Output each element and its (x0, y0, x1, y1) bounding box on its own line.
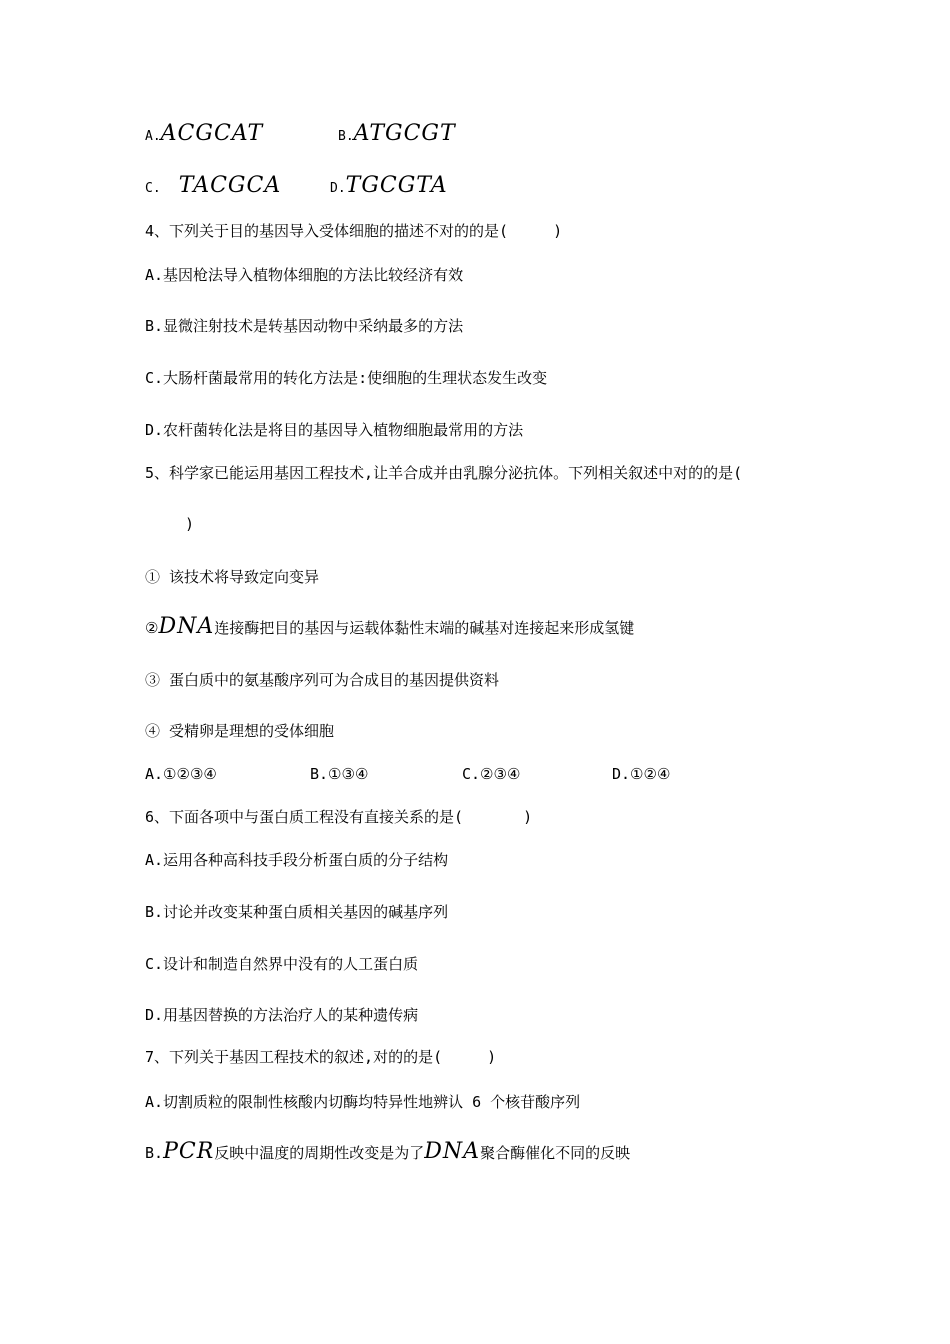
q6-option-c: C.设计和制造自然界中没有的人工蛋白质 (145, 955, 419, 973)
q4-option-a: A.基因枪法导入植物体细胞的方法比较经济有效 (145, 266, 464, 284)
q3-option-d-value: TGCGTA (345, 173, 448, 198)
q4-option-c: C.大肠杆菌最常用的转化方法是:使细胞的生理状态发生改变 (145, 369, 548, 387)
q7-option-b-text-2: 聚合酶催化不同的反映 (480, 1144, 631, 1162)
q3-option-c-value: TACGCA (178, 173, 282, 198)
q6-option-a: A.运用各种高科技手段分析蛋白质的分子结构 (145, 851, 449, 869)
q5-option-d: D.①②④ (612, 765, 671, 783)
q6-stem: 6、下面各项中与蛋白质工程没有直接关系的是( ) (145, 808, 533, 826)
q5-statement-2-number: ② (145, 619, 159, 637)
q5-statement-3: ③ 蛋白质中的氨基酸序列可为合成目的基因提供资料 (145, 671, 500, 689)
q3-option-c-label: C. (145, 181, 161, 196)
q5-statement-1: ① 该技术将导致定向变异 (145, 568, 320, 586)
q4-option-b: B.显微注射技术是转基因动物中采纳最多的方法 (145, 317, 464, 335)
q7-option-b-math-1: PCR (163, 1139, 215, 1164)
q3-option-a-value: ACGCAT (160, 121, 264, 146)
q3-option-b (338, 121, 456, 147)
q5-option-c: C.②③④ (462, 765, 521, 783)
q5-statement-2-text: 连接酶把目的基因与运载体黏性末端的碱基对连接起来形成氢键 (214, 619, 635, 637)
q5-option-a: A.①②③④ (145, 765, 217, 783)
q4-stem: 4、下列关于目的基因导入受体细胞的描述不对的的是( ) (145, 222, 563, 240)
q5-option-b: B.①③④ (310, 765, 369, 783)
q5-statement-2-math: DNA (158, 614, 215, 639)
q5-stem-cont: ) (185, 515, 195, 533)
q7-stem: 7、下列关于基因工程技术的叙述,对的的是( ) (145, 1048, 497, 1066)
q7-option-b-math-2: DNA (424, 1139, 481, 1164)
q7-option-b-text-1: 反映中温度的周期性改变是为了 (214, 1144, 425, 1162)
q3-option-d-label: D. (330, 181, 346, 196)
q3-option-d (330, 173, 448, 199)
q6-option-b: B.讨论并改变某种蛋白质相关基因的碱基序列 (145, 903, 449, 921)
q3-option-b-value: ATGCGT (353, 121, 456, 146)
q7-option-b (145, 1139, 631, 1164)
q3-option-b-label: B. (338, 129, 354, 144)
q7-option-b-label: B. (145, 1144, 164, 1162)
q4-option-d: D.农杆菌转化法是将目的基因导入植物细胞最常用的方法 (145, 421, 524, 439)
q3-option-c (145, 173, 282, 199)
q5-statement-2 (145, 614, 635, 639)
q3-option-a-label: A. (145, 129, 161, 144)
q5-stem: 5、科学家已能运用基因工程技术,让羊合成并由乳腺分泌抗体。下列相关叙述中对的的是( (145, 464, 743, 482)
q3-option-a (145, 121, 264, 147)
q7-option-a: A.切割质粒的限制性核酸内切酶均特异性地辨认 6 个核苷酸序列 (145, 1093, 581, 1111)
q5-statement-4: ④ 受精卵是理想的受体细胞 (145, 722, 335, 740)
q6-option-d: D.用基因替换的方法治疗人的某种遗传病 (145, 1006, 419, 1024)
